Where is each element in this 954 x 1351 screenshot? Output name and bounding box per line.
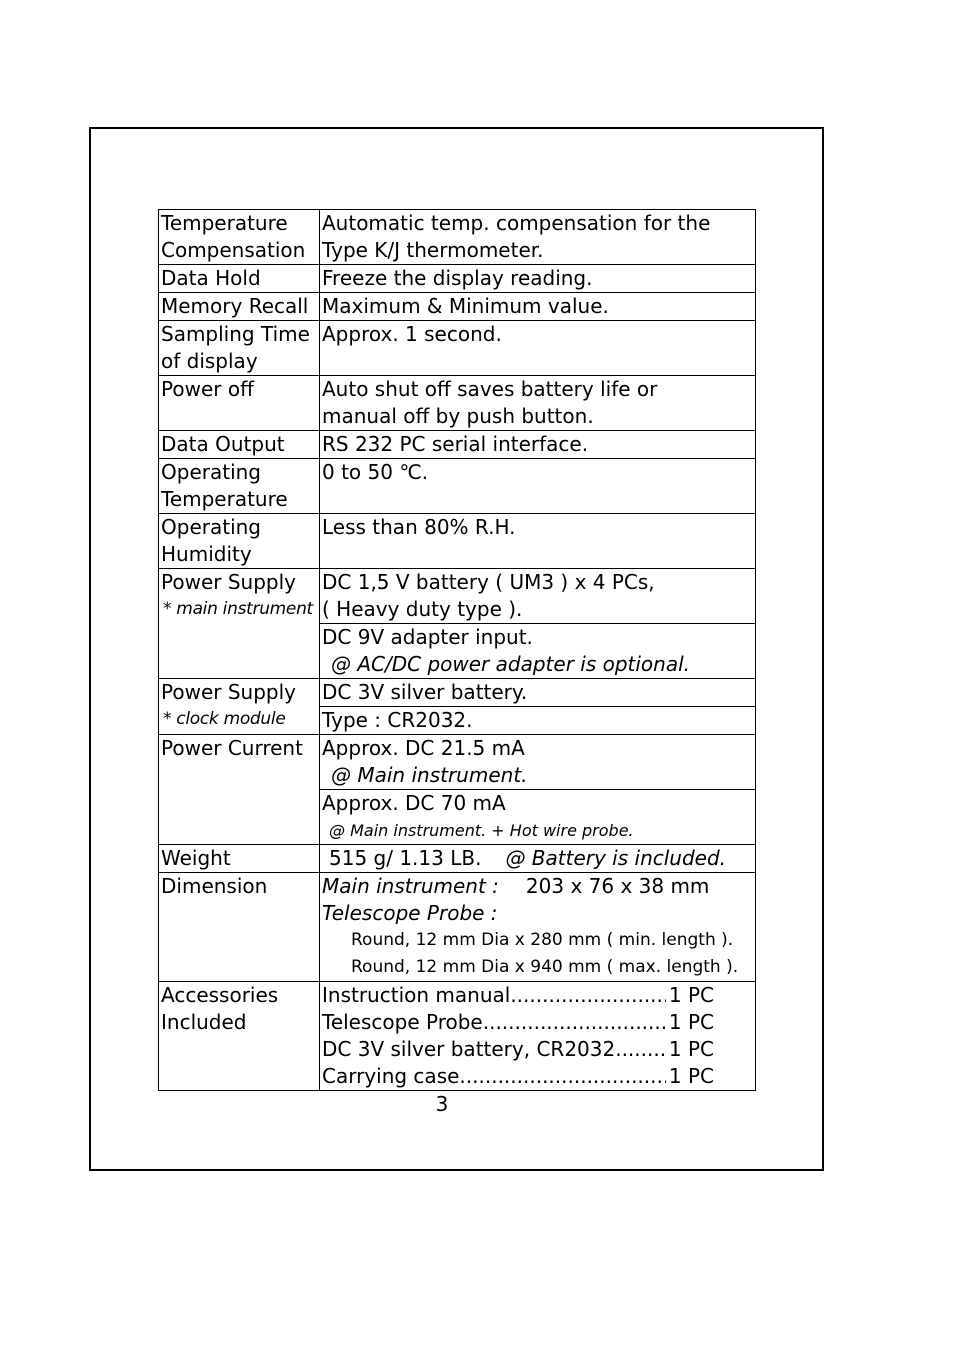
spec-value: DC 9V adapter input. @ AC/DC power adapter is optional. [320, 624, 756, 679]
list-item: Telescope Probe ..... 1 PC [322, 1009, 714, 1036]
spec-label: Temperature Compensation [159, 210, 320, 265]
spec-label: Power Supply * clock module [159, 679, 320, 735]
row-power-supply-main [159, 569, 756, 624]
spec-value: 0 to 50 ℃. [320, 459, 756, 514]
spec-label: Operating Temperature [159, 459, 320, 514]
spec-value: Approx. DC 21.5 mA @ Main instrument. [320, 735, 756, 790]
row-data-hold [159, 265, 756, 293]
row-weight [159, 845, 756, 873]
spec-value: Maximum & Minimum value. [320, 293, 756, 321]
spec-value: Approx. 1 second. [320, 321, 756, 376]
spec-label: Operating Humidity [159, 514, 320, 569]
spec-label: Accessories Included [159, 982, 320, 1091]
spec-note: @ Main instrument. [331, 763, 528, 787]
row-operating-humidity [159, 514, 756, 569]
row-dimension [159, 873, 756, 982]
spec-label: Weight [159, 845, 320, 873]
spec-value: RS 232 PC serial interface. [320, 431, 756, 459]
list-item: DC 3V silver battery, CR2032 ..... 1 PC [322, 1036, 714, 1063]
spec-sublabel: * clock module [163, 709, 286, 729]
spec-sublabel: * main instrument [163, 599, 313, 619]
spec-note: @ Main instrument. + Hot wire probe. [329, 821, 634, 840]
row-power-off [159, 376, 756, 431]
spec-note: @ AC/DC power adapter is optional. [331, 652, 691, 676]
row-memory-recall [159, 293, 756, 321]
spec-label: Data Output [159, 431, 320, 459]
spec-value: Approx. DC 70 mA @ Main instrument. + Hot wire probe. [320, 790, 756, 845]
spec-label: Memory Recall [159, 293, 320, 321]
row-operating-temperature [159, 459, 756, 514]
spec-value: Auto shut off saves battery life or manual off by push button. [320, 376, 756, 431]
row-data-output [159, 431, 756, 459]
spec-value [320, 982, 756, 1091]
row-power-current [159, 735, 756, 790]
spec-label: Power Supply * main instrument [159, 569, 320, 679]
spec-value: Less than 80% R.H. [320, 514, 756, 569]
spec-value: Freeze the display reading. [320, 265, 756, 293]
spec-value: Automatic temp. compensation for the Type K/J thermometer. [320, 210, 756, 265]
spec-label: Power off [159, 376, 320, 431]
row-accessories [159, 982, 756, 1091]
row-power-supply-clock [159, 679, 756, 707]
page-number: 3 [435, 1092, 449, 1116]
list-item: Carrying case ..... 1 PC [322, 1063, 714, 1090]
list-item: Instruction manual ..... 1 PC [322, 982, 714, 1009]
spec-value: DC 1,5 V battery ( UM3 ) x 4 PCs, ( Heavy duty type ). [320, 569, 756, 624]
spec-label: Dimension [159, 873, 320, 982]
spec-value: Type : CR2032. [320, 707, 756, 735]
spec-label: Power Current [159, 735, 320, 845]
spec-value: DC 3V silver battery. [320, 679, 756, 707]
spec-label: Data Hold [159, 265, 320, 293]
spec-label: Sampling Time of display [159, 321, 320, 376]
row-sampling-time [159, 321, 756, 376]
spec-table [158, 209, 756, 1091]
spec-value: Main instrument : 203 x 76 x 38 mm Telescope Probe : Round, 12 mm Dia x 280 mm ( min. length ). Round, 12 mm Dia x 940 mm ( max. length ). [320, 873, 756, 982]
spec-note: @ Battery is included. [505, 846, 727, 870]
row-temperature-compensation [159, 210, 756, 265]
spec-value: 515 g/ 1.13 LB. @ Battery is included. [320, 845, 756, 873]
